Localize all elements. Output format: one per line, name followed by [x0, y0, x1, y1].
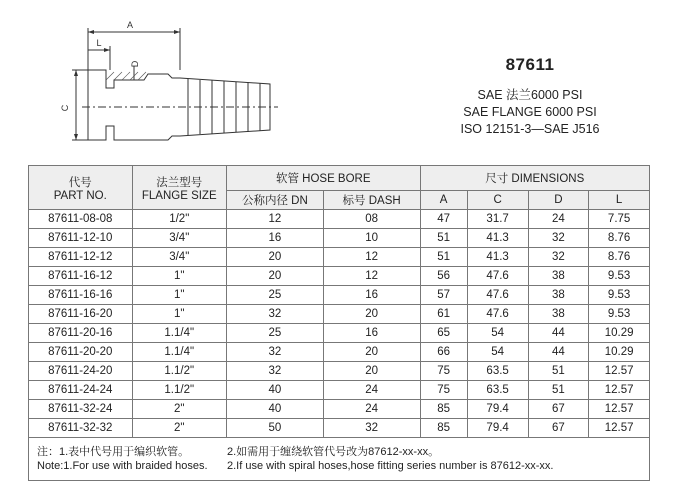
fitting-drawing — [48, 18, 298, 148]
cell-part-no: 87611-16-16 — [29, 286, 133, 305]
cell-a: 47 — [420, 210, 467, 229]
cell-c: 54 — [467, 324, 528, 343]
cell-flange-size: 1.1/4" — [132, 324, 227, 343]
cell-a: 61 — [420, 305, 467, 324]
cell-dn: 25 — [227, 286, 324, 305]
cell-d: 44 — [528, 343, 589, 362]
cell-c: 47.6 — [467, 305, 528, 324]
spec-table — [28, 165, 650, 481]
cell-part-no: 87611-20-16 — [29, 324, 133, 343]
cell-d: 44 — [528, 324, 589, 343]
part-number-title: 87611 — [505, 55, 555, 74]
cell-a: 75 — [420, 381, 467, 400]
spec-line-1: SAE 法兰6000 PSI — [477, 88, 583, 102]
cell-a: 51 — [420, 229, 467, 248]
cell-d: 67 — [528, 419, 589, 438]
cell-a: 65 — [420, 324, 467, 343]
cell-l: 10.29 — [589, 324, 650, 343]
header-part-no — [29, 166, 133, 210]
cell-l: 8.76 — [589, 248, 650, 267]
table-row — [29, 324, 650, 343]
dim-d-label: D — [130, 60, 140, 68]
cell-part-no: 87611-16-20 — [29, 305, 133, 324]
header-l: L — [589, 191, 650, 210]
cell-c: 54 — [467, 343, 528, 362]
note-cn-1: 注：1.表中代号用于编织软管。 — [37, 446, 190, 458]
cell-dn: 12 — [227, 210, 324, 229]
table-row — [29, 248, 650, 267]
cell-l: 12.57 — [589, 381, 650, 400]
header-hose-bore: 软管 HOSE BORE — [227, 166, 421, 191]
cell-dn: 16 — [227, 229, 324, 248]
cell-flange-size: 1" — [132, 267, 227, 286]
cell-c: 41.3 — [467, 248, 528, 267]
cell-c: 63.5 — [467, 381, 528, 400]
header-dash: 标号 DASH — [323, 191, 420, 210]
cell-l: 9.53 — [589, 267, 650, 286]
cell-part-no: 87611-24-20 — [29, 362, 133, 381]
cell-dn: 25 — [227, 324, 324, 343]
cell-d: 38 — [528, 305, 589, 324]
cell-dn: 32 — [227, 362, 324, 381]
cell-d: 51 — [528, 362, 589, 381]
cell-part-no: 87611-24-24 — [29, 381, 133, 400]
cell-flange-size: 2" — [132, 419, 227, 438]
table-row — [29, 267, 650, 286]
cell-d: 51 — [528, 381, 589, 400]
cell-l: 8.76 — [589, 229, 650, 248]
cell-a: 75 — [420, 362, 467, 381]
notes-row — [29, 438, 650, 481]
cell-dash: 20 — [323, 362, 420, 381]
cell-dash: 08 — [323, 210, 420, 229]
cell-d: 38 — [528, 267, 589, 286]
note-en-2: 2.If use with spiral hoses,hose fitting series number is 87612-xx-xx. — [227, 460, 554, 472]
cell-d: 67 — [528, 400, 589, 419]
cell-dash: 20 — [323, 343, 420, 362]
header-dn: 公称内径 DN — [227, 191, 324, 210]
cell-a: 85 — [420, 400, 467, 419]
cell-dash: 24 — [323, 400, 420, 419]
spec-line-2: SAE FLANGE 6000 PSI — [463, 105, 597, 119]
cell-c: 41.3 — [467, 229, 528, 248]
cell-c: 31.7 — [467, 210, 528, 229]
cell-flange-size: 3/4" — [132, 248, 227, 267]
cell-a: 66 — [420, 343, 467, 362]
header-c: C — [467, 191, 528, 210]
header-flange-size — [132, 166, 227, 210]
cell-dn: 20 — [227, 267, 324, 286]
cell-flange-size: 1" — [132, 305, 227, 324]
cell-l: 9.53 — [589, 286, 650, 305]
cell-c: 47.6 — [467, 267, 528, 286]
cell-a: 56 — [420, 267, 467, 286]
cell-flange-size: 1" — [132, 286, 227, 305]
cell-flange-size: 1/2" — [132, 210, 227, 229]
table-row — [29, 210, 650, 229]
cell-flange-size: 1.1/4" — [132, 343, 227, 362]
cell-dash: 12 — [323, 248, 420, 267]
cell-dn: 50 — [227, 419, 324, 438]
cell-l: 12.57 — [589, 400, 650, 419]
cell-part-no: 87611-12-12 — [29, 248, 133, 267]
cell-c: 63.5 — [467, 362, 528, 381]
cell-dash: 16 — [323, 286, 420, 305]
cell-part-no: 87611-12-10 — [29, 229, 133, 248]
table-row — [29, 286, 650, 305]
note-en-1: Note:1.For use with braided hoses. — [37, 460, 208, 472]
title-block — [430, 55, 630, 138]
cell-l: 12.57 — [589, 419, 650, 438]
cell-c: 79.4 — [467, 400, 528, 419]
cell-part-no: 87611-32-24 — [29, 400, 133, 419]
header-flange-cn: 法兰型号 — [156, 176, 203, 189]
cell-dash: 20 — [323, 305, 420, 324]
table-row — [29, 381, 650, 400]
cell-flange-size: 3/4" — [132, 229, 227, 248]
cell-dash: 12 — [323, 267, 420, 286]
cell-dn: 40 — [227, 381, 324, 400]
cell-d: 24 — [528, 210, 589, 229]
header-a: A — [420, 191, 467, 210]
cell-dn: 32 — [227, 343, 324, 362]
header-d: D — [528, 191, 589, 210]
cell-dash: 24 — [323, 381, 420, 400]
cell-flange-size: 1.1/2" — [132, 381, 227, 400]
cell-part-no: 87611-16-12 — [29, 267, 133, 286]
cell-dn: 32 — [227, 305, 324, 324]
cell-d: 38 — [528, 286, 589, 305]
cell-dn: 40 — [227, 400, 324, 419]
dim-a-label: A — [126, 20, 134, 30]
cell-l: 12.57 — [589, 362, 650, 381]
cell-part-no: 87611-08-08 — [29, 210, 133, 229]
cell-l: 9.53 — [589, 305, 650, 324]
cell-dash: 10 — [323, 229, 420, 248]
table-row — [29, 362, 650, 381]
cell-l: 7.75 — [589, 210, 650, 229]
dim-l-label: L — [96, 38, 102, 48]
cell-c: 79.4 — [467, 419, 528, 438]
dim-c-label: C — [60, 104, 70, 112]
cell-flange-size: 2" — [132, 400, 227, 419]
table-row — [29, 343, 650, 362]
cell-a: 85 — [420, 419, 467, 438]
cell-part-no: 87611-20-20 — [29, 343, 133, 362]
header-part-en: PART NO. — [53, 189, 107, 202]
header-dimensions: 尺寸 DIMENSIONS — [420, 166, 650, 191]
cell-a: 51 — [420, 248, 467, 267]
table-row — [29, 419, 650, 438]
cell-part-no: 87611-32-32 — [29, 419, 133, 438]
table-row — [29, 229, 650, 248]
table-row — [29, 305, 650, 324]
cell-d: 32 — [528, 248, 589, 267]
cell-a: 57 — [420, 286, 467, 305]
cell-c: 47.6 — [467, 286, 528, 305]
header-flange-en: FLANGE SIZE — [141, 189, 217, 202]
table-row — [29, 400, 650, 419]
notes-cell — [29, 438, 650, 481]
spec-line-3: ISO 12151-3—SAE J516 — [460, 122, 600, 136]
header-part-cn: 代号 — [68, 176, 92, 189]
cell-d: 32 — [528, 229, 589, 248]
cell-dash: 32 — [323, 419, 420, 438]
cell-dash: 16 — [323, 324, 420, 343]
cell-l: 10.29 — [589, 343, 650, 362]
cell-dn: 20 — [227, 248, 324, 267]
cell-flange-size: 1.1/2" — [132, 362, 227, 381]
note-cn-2: 2.如需用于缠绕软管代号改为87612-xx-xx。 — [227, 446, 440, 458]
